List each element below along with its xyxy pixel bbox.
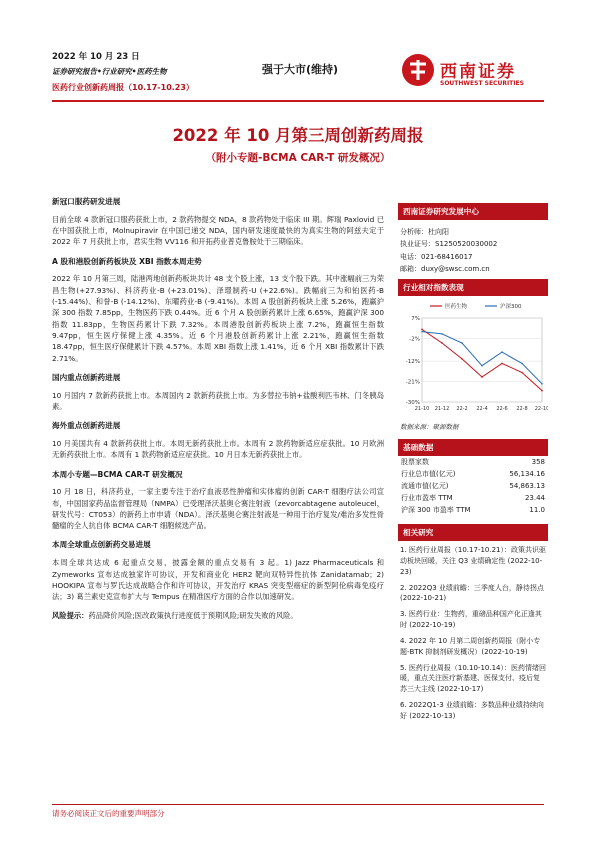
- related-list: [398, 541, 548, 731]
- y-tick-label: -12%: [405, 359, 420, 366]
- section-body: 2022 年 10 月第三周，陆港两地创新药板块共计 48 支个股上涨，13 支个股下跌。其中涨幅前三为荣昌生物(+27.93%)、科济药业-B (+23.01%)、泽璟制药-U (+22.6%)。跌幅前三为和铂医药-B (-15.44%)、和誉-B (-14.12%)、东曜药业-B (-9.41%)。本周 A 股创新药板块上涨 5.26%，跑赢沪深 300 指数 7.85pp，生物医药下跌 0.44%。近 6 个月 A 股创新药累计上涨 6.65%，跑赢沪深 300 指数 11.83pp，生物医药累计下跌 7.32%。本周港股创新药板块上涨 7.2%，跑赢恒生指数 9.47pp，恒生医疗保健上涨 4.35%。近 6 个月港股创新药累计上涨 2.21%，跑赢恒生指数 18.47pp，恒生医疗保健累计下跌 4.57%。本周 XBI 指数上涨 1.41%，近 6 个月 XBI 指数累计下跌 2.71%。: [52, 274, 384, 363]
- logo-icon: [400, 52, 436, 88]
- x-tick-label: 22-10: [534, 406, 548, 412]
- team-title: 西南证券研究发展中心: [398, 203, 548, 220]
- basic-value: 11.0: [529, 506, 545, 514]
- logo-text-en: SOUTHWEST SECURITIES: [440, 80, 524, 87]
- data-point: [521, 363, 523, 365]
- related-item[interactable]: 4. 2022 年 10 月第二周创新药周报（附小专题-BTK 抑制剂研发概况）(2022-10-19): [400, 636, 541, 656]
- risk-warning: [52, 610, 384, 621]
- section-heading: 海外重点创新药进展: [52, 421, 121, 431]
- related-item[interactable]: 1. 医药行业周报（10.17-10.21）：政策共识驱动板块回暖，关注 Q3 业绩确定性 (2022-10-23): [400, 546, 547, 576]
- x-tick-label: 22-2: [456, 406, 468, 412]
- perf-chart: [398, 296, 548, 420]
- x-tick-label: 21-10: [414, 406, 430, 412]
- table-row: [398, 456, 548, 468]
- section-heading: 国内重点创新药进展: [52, 372, 121, 382]
- section: [52, 372, 384, 412]
- x-tick-label: 22-8: [516, 406, 528, 412]
- y-tick-label: -2%: [409, 336, 420, 343]
- risk-text: 药品降价风险;医改政策执行进度低于预期风险;研发失败的风险。: [88, 611, 298, 621]
- basic-value: 54,863.13: [509, 482, 545, 490]
- section: [52, 196, 384, 248]
- section-heading: 本周小专题—BCMA CAR-T 研发概况: [52, 469, 183, 479]
- data-point: [461, 358, 463, 360]
- related-title: 相关研究: [398, 524, 548, 541]
- data-point: [481, 376, 483, 378]
- section-body: 10 月 18 日，科济药业，一家主要专注于治疗血液恶性肿瘤和实体瘤的创新 CAR-T 细胞疗法公司宣布，中国国家药品监督管理局（NMPA）已受理泽沃基奥仑赛注射液（zevorcabtagene autoleucel，研发代号：CT053）的新药上市申请（NDA）。泽沃基奥仑赛注射液是一种用于治疗复发/难治多发性骨髓瘤的全人抗自体 BCMA CAR-T 细胞候选产品。: [52, 487, 384, 531]
- risk-label: 风险提示：: [52, 611, 89, 621]
- data-point: [501, 351, 503, 353]
- section: [52, 420, 384, 460]
- section-body: 目前全球 4 款新冠口服药获批上市，2 款药物提交 NDA，8 款药物处于临床 III 期。辉瑞 Paxlovid 已在中国获批上市，Molnupiravir 在中国已递交 NDA，国内研发速度最快的为真实生物的阿兹夫定于 2022 年 7 月获批上市，君实生物 VV116 和开拓药业普克鲁胺处于三期临床。: [52, 214, 384, 247]
- legend-label: 医药生物: [445, 304, 468, 310]
- data-point: [501, 363, 503, 365]
- table-row: [398, 468, 548, 480]
- basic-key: 行业市盈率 TTM: [401, 494, 453, 502]
- y-tick-label: -30%: [405, 400, 420, 406]
- report-category: 证券研究报告•行业研究•医药生物: [52, 67, 167, 76]
- report-subtitle: （附小专题-BCMA CAR-T 研发概况）: [205, 152, 391, 164]
- section-body: 本周全球共达成 6 起重点交易，披露金额的重点交易有 3 起。1) Jazz Pharmaceuticals 和 Zymeworks 宣布达成独家许可协议，开发和商业化 HER2 靶向双特异性抗体 Zanidatamab；2) HOOKIPA 宣布与罗氏达成战略合作和许可协议，开发治疗 KRAS 突变型癌症的新型阿伦病毒免疫疗法；3) 葛兰素史克宣布扩大与 Tempus 在精准医疗方面的合作以加速研发。: [52, 558, 384, 602]
- basic-key: 股票家数: [401, 458, 429, 466]
- main-content: [52, 196, 384, 622]
- section-heading: A 股和港股创新药板块及 XBI 指数本周走势: [52, 256, 202, 266]
- table-row: [398, 504, 548, 516]
- plot-area: [422, 318, 542, 402]
- sidebar: [398, 203, 548, 731]
- related-item[interactable]: 6. 2022Q1-3 业绩前瞻：多数品种业绩持续向好 (2022-10-13): [400, 701, 544, 720]
- section-body: 10 月国内 7 款新药获批上市。本周国内 2 款新药获批上市。为多替拉韦钠+盐酸利匹韦林、门冬胰岛素。: [52, 390, 384, 411]
- data-point: [461, 342, 463, 344]
- data-point: [541, 383, 543, 385]
- report-series: 医药行业创新药周报（10.17-10.23）: [52, 83, 194, 92]
- section-heading: 本周全球重点创新药交易进展: [52, 540, 151, 550]
- rating: 强于大市(维持): [262, 63, 339, 76]
- x-tick-label: 22-4: [476, 406, 488, 412]
- header-divider: [52, 100, 544, 102]
- analyst-email[interactable]: 邮箱：duxy@swsc.com.cn: [400, 264, 490, 273]
- data-point: [441, 342, 443, 344]
- y-tick-label: -21%: [405, 379, 420, 386]
- analyst-phone: 电话：021-68416017: [400, 252, 473, 261]
- basic-key: 流通市值(亿元): [401, 482, 449, 490]
- data-point: [521, 372, 523, 374]
- analyst-info: [398, 220, 548, 279]
- section-body: 10 月美国共有 4 款新药获批上市。本周无新药获批上市。本周有 2 款药物新适应症获批。10 月欧洲无新药获批上市。本周有 1 款药物新适应症获批。10 月日本无新药获批上市。: [52, 438, 384, 460]
- chart-source: 数据来源：聚源数据: [400, 423, 459, 431]
- report-title: 2022 年 10 月第三周创新药周报: [172, 126, 424, 145]
- basic-key: 行业总市值(亿元): [401, 470, 456, 478]
- perf-chart-svg: [398, 296, 548, 416]
- legend-label: 沪深300: [500, 304, 522, 310]
- section: [52, 256, 384, 364]
- analyst-name: 分析师：杜向阳: [400, 228, 449, 236]
- section-heading: 新冠口服药研发进展: [52, 197, 121, 206]
- logo-text-cn: 西南证券: [440, 62, 516, 82]
- basic-value: 358: [531, 458, 545, 466]
- basic-value: 23.44: [524, 494, 545, 502]
- data-point: [541, 390, 543, 392]
- x-tick-label: 22-6: [496, 406, 508, 412]
- basic-data-table: [398, 456, 548, 516]
- section: [52, 539, 384, 602]
- data-point: [481, 365, 483, 367]
- basic-value: 56,134.16: [509, 470, 545, 478]
- basic-key: 沪深 300 市盈率 TTM: [401, 506, 471, 514]
- related-item[interactable]: 2. 2022Q3 业绩前瞻：三季度人台，静待拐点 (2022-10-21): [400, 583, 544, 603]
- data-point: [441, 333, 443, 335]
- table-row: [398, 480, 548, 492]
- y-tick-label: 7%: [411, 316, 420, 322]
- data-point: [421, 331, 423, 333]
- table-row: [398, 492, 548, 504]
- basic-title: 基础数据: [398, 439, 548, 456]
- related-item[interactable]: 3. 医药行业：生物药，重磅品种国产化正逢其时 (2022-10-19): [400, 610, 542, 630]
- footer-disclaimer: 请务必阅读正文后的重要声明部分: [52, 809, 165, 818]
- data-point: [421, 329, 423, 331]
- analyst-license: 执业证号：S1250520030002: [400, 240, 498, 249]
- x-tick-label: 21-12: [434, 406, 450, 412]
- report-date: 2022 年 10 月 23 日: [52, 52, 140, 62]
- perf-title: 行业相对指数表现: [398, 279, 548, 296]
- section: [52, 469, 384, 532]
- related-item[interactable]: 5. 医药行业周报（10.10-10.14）：医药情绪回暖，重点关注医疗新基建、医保支付、疫后复苏三大主线 (2022-10-17): [400, 663, 547, 694]
- company-logo: [400, 52, 555, 96]
- footer-divider: [52, 804, 544, 805]
- series-line: [422, 332, 542, 384]
